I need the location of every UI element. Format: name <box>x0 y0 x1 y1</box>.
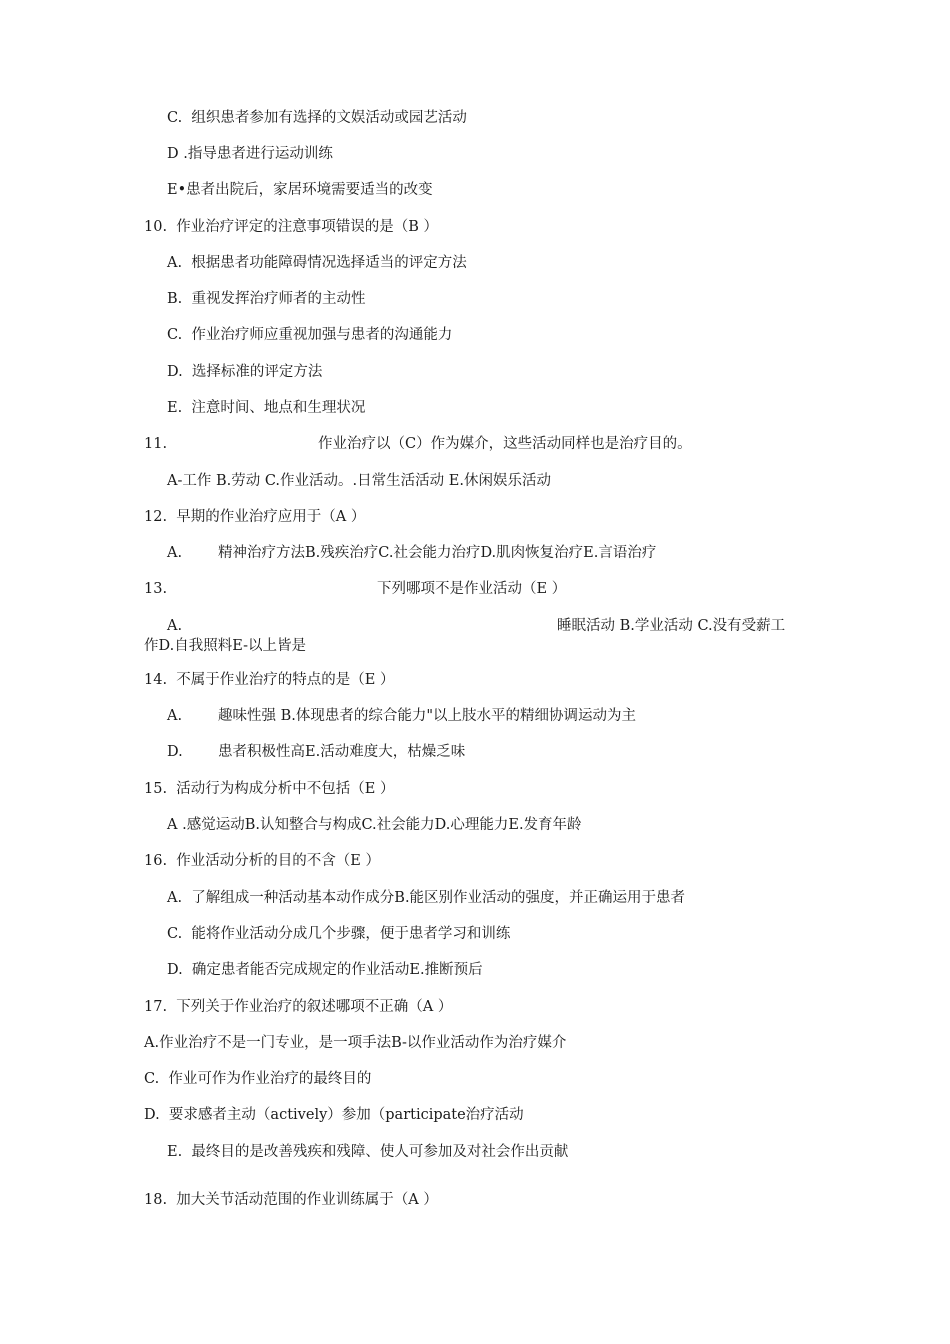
q10-option-b: B. 重视发挥治疗师者的主动性 <box>167 291 366 307</box>
q15-options: A .感觉运动B.认知整合与构成C.社会能力D.心理能力E.发育年龄 <box>167 817 582 833</box>
option-d-line: D .指导患者进行运动训练 <box>167 146 333 162</box>
q17-option-c: C. 作业可作为作业治疗的最终目的 <box>144 1071 372 1087</box>
q13-option-a-label: A. <box>167 618 183 634</box>
q16-option-d: D. 确定患者能否完成规定的作业活动E.推断预后 <box>167 962 483 978</box>
q14-options-1: 趣味性强 B.体现患者的综合能力"以上肢水平的精细协调运动为主 <box>218 708 637 724</box>
q16-option-c: C. 能将作业活动分成几个步骤，便于患者学习和训练 <box>167 926 511 942</box>
question-14: 14. 不属于作业治疗的特点的是（E ） <box>144 672 395 688</box>
q13-options: 睡眠活动 B.学业活动 C.没有受薪工 <box>557 618 786 634</box>
q10-option-c: C. 作业治疗师应重视加强与患者的沟通能力 <box>167 327 453 343</box>
q12-options: 精神治疗方法B.残疾治疗C.社会能力治疗D.肌肉恢复治疗E.言语治疗 <box>218 545 657 561</box>
question-13-text: 下列哪项不是作业活动（E ） <box>377 581 567 597</box>
q14-option-a-label: A. <box>167 708 183 724</box>
question-13-number: 13. <box>144 581 168 597</box>
question-10: 10. 作业治疗评定的注意事项错误的是（B ） <box>144 219 439 235</box>
question-16: 16. 作业活动分析的目的不含（E ） <box>144 853 380 869</box>
question-11-number: 11. <box>144 436 168 452</box>
q10-option-d: D. 选择标准的评定方法 <box>167 364 323 380</box>
q17-option-d: D. 要求感者主动（actively）参加（participate治疗活动 <box>144 1107 524 1123</box>
q10-option-e: E. 注意时间、地点和生理状况 <box>167 400 366 416</box>
q16-option-a: A. 了解组成一种活动基本动作成分B.能区别作业活动的强度，并正确运用于患者 <box>167 890 686 906</box>
question-12: 12. 早期的作业治疗应用于（A ） <box>144 509 366 525</box>
q14-options-2: 患者积极性高E.活动难度大，枯燥乏味 <box>218 744 466 760</box>
option-c-line: C. 组织患者参加有选择的文娱活动或园艺活动 <box>167 110 467 126</box>
q17-option-a: A.作业治疗不是一门专业，是一项手法B-以作业活动作为治疗媒介 <box>144 1035 567 1051</box>
question-15: 15. 活动行为构成分析中不包括（E ） <box>144 781 395 797</box>
q12-option-a-label: A. <box>167 545 183 561</box>
question-18: 18. 加大关节活动范围的作业训练属于（A ） <box>144 1192 438 1208</box>
question-17: 17. 下列关于作业治疗的叙述哪项不正确（A ） <box>144 999 453 1015</box>
q13-options-continued: 作D.自我照料E-以上皆是 <box>144 638 306 654</box>
q14-option-d-label: D. <box>167 744 183 760</box>
q10-option-a: A. 根据患者功能障碍情况选择适当的评定方法 <box>167 255 467 271</box>
q11-options: A-工作 B.劳动 C.作业活动。.日常生活活动 E.休闲娱乐活动 <box>167 473 551 489</box>
question-11-text: 作业治疗以（C）作为媒介，这些活动同样也是治疗目的。 <box>318 436 692 452</box>
option-e-line: E•患者出院后，家居环境需要适当的改变 <box>167 182 433 198</box>
q17-option-e: E. 最终目的是改善残疾和残障、使人可参加及对社会作出贡献 <box>167 1144 569 1160</box>
